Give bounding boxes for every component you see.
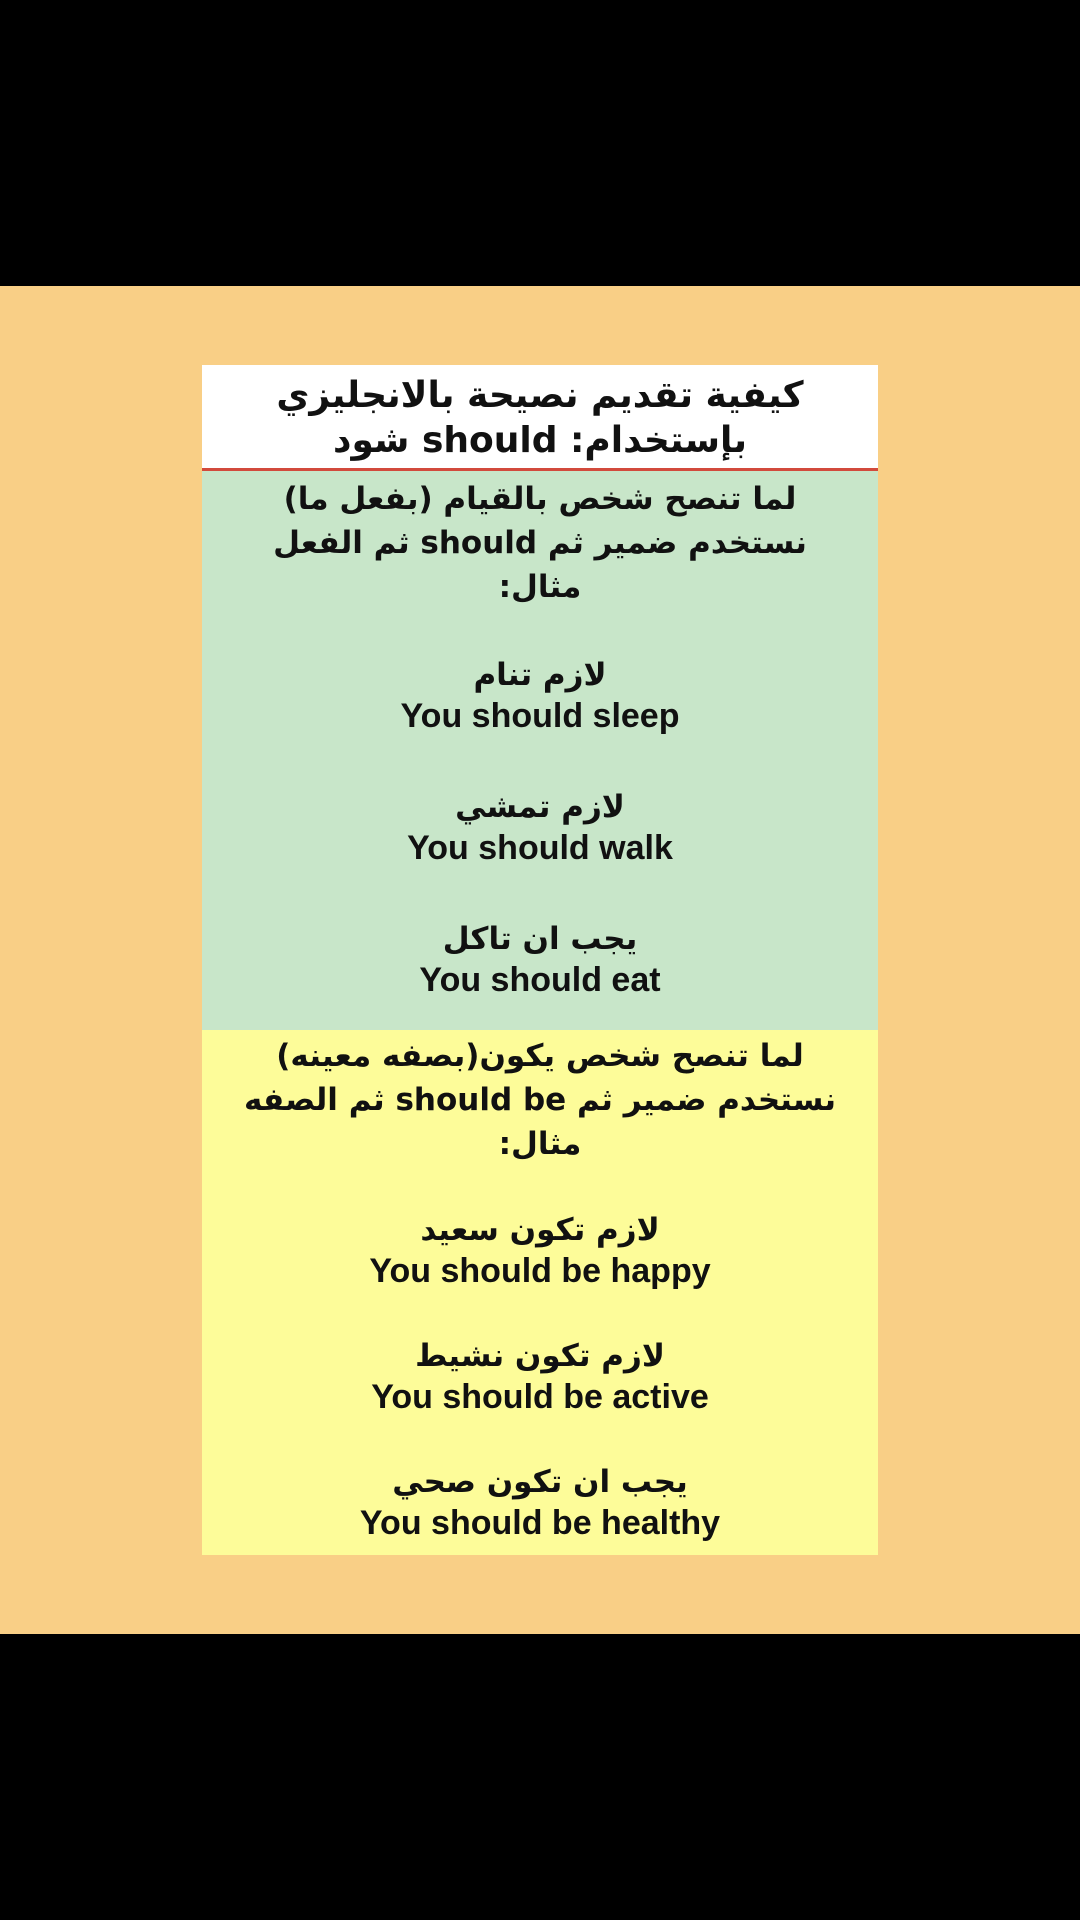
action-advice-section [202, 471, 878, 1030]
lesson-card [202, 365, 878, 1555]
adjective-example-1-arabic: لازم تكون سعيد [420, 1212, 660, 1248]
adjective-example-2-arabic: لازم تكون نشيط [415, 1338, 665, 1374]
top-letterbox [0, 0, 1080, 286]
title-line-1: كيفية تقديم نصيحة بالانجليزي [276, 375, 804, 416]
title-line-2: بإستخدام: should شود [332, 420, 748, 461]
adjective-example-1-english: You should be happy [369, 1252, 711, 1290]
adjective-intro-line-1: لما تنصح شخص يكون(بصفه معينه) [276, 1038, 804, 1074]
action-example-1-english: You should sleep [400, 697, 680, 735]
adjective-example-3-english: You should be healthy [359, 1504, 721, 1542]
adjective-example-2-english: You should be active [371, 1378, 709, 1416]
title-panel [202, 365, 878, 471]
adjective-example-label: مثال: [498, 1126, 582, 1162]
action-example-2-arabic: لازم تمشي [455, 789, 625, 825]
adjective-example-3-arabic: يجب ان تكون صحي [392, 1464, 688, 1500]
action-example-label: مثال: [498, 569, 582, 605]
bottom-letterbox [0, 1634, 1080, 1920]
action-intro-line-1: لما تنصح شخص بالقيام (بفعل ما) [283, 481, 797, 517]
action-intro-line-2: نستخدم ضمير ثم should ثم الفعل [273, 525, 807, 561]
adjective-advice-section [202, 1030, 878, 1555]
action-example-3-english: You should eat [419, 961, 661, 999]
action-example-3-arabic: يجب ان تاكل [442, 921, 638, 957]
action-example-1-arabic: لازم تنام [473, 657, 607, 693]
adjective-intro-line-2: نستخدم ضمير ثم should be ثم الصفه [244, 1082, 836, 1118]
action-example-2-english: You should walk [407, 829, 673, 867]
